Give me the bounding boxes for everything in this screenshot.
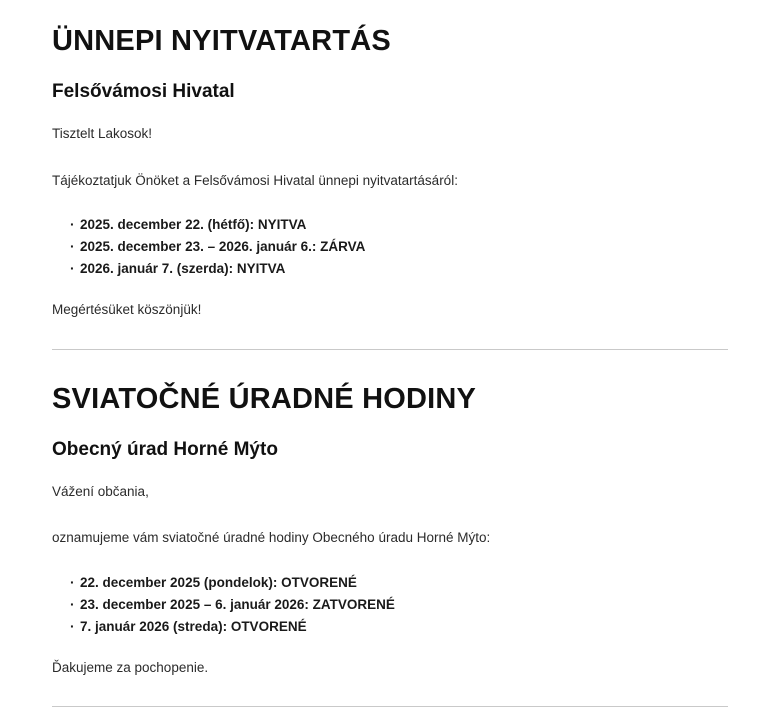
spacer: [52, 280, 728, 300]
greeting-slovak: Vážení občania,: [52, 483, 149, 499]
spacer: [52, 144, 728, 171]
spacer: [52, 320, 728, 349]
spacer: [52, 638, 728, 658]
closing-text-slovak: Ďakujeme za pochopenie.: [52, 659, 209, 675]
spacer: [52, 350, 728, 383]
opening-hours-list-hungarian: [52, 214, 728, 280]
page-title-slovak: SVIATOČNÉ ÚRADNÉ HODINY: [52, 382, 477, 415]
spacer: [52, 677, 728, 706]
intro-text-slovak: oznamujeme vám sviatočné úradné hodiny Obecného úradu Horné Mýto:: [52, 530, 491, 546]
spacer: [52, 190, 728, 214]
notice-section-slovak: [52, 383, 728, 678]
notice-section-hungarian: [52, 25, 728, 320]
list-item: · 22. december 2025 (pondelok): OTVORENÉ: [52, 572, 728, 594]
top-spacer: [52, 0, 728, 25]
spacer: [52, 104, 728, 124]
page-title-hungarian: ÜNNEPI NYITVATARTÁS: [52, 25, 391, 57]
list-item: · 2025. december 23. – 2026. január 6.: ZÁRVA: [52, 236, 728, 258]
office-name-hungarian: Felsővámosi Hivatal: [52, 81, 235, 103]
list-item: · 7. január 2026 (streda): OTVORENÉ: [52, 616, 728, 638]
intro-text-hungarian: Tájékoztatjuk Önöket a Felsővámosi Hivatal ünnepi nyitvatartásáról:: [52, 172, 458, 188]
list-item: · 23. december 2025 – 6. január 2026: ZATVORENÉ: [52, 594, 728, 616]
spacer: [52, 501, 728, 528]
list-item: · 2025. december 22. (hétfő): NYITVA: [52, 214, 728, 236]
spacer: [52, 415, 728, 439]
list-item: · 2026. január 7. (szerda): NYITVA: [52, 258, 728, 280]
spacer: [52, 57, 728, 81]
opening-hours-list-slovak: [52, 572, 728, 638]
spacer: [52, 462, 728, 482]
greeting-hungarian: Tisztelt Lakosok!: [52, 126, 153, 142]
closing-text-hungarian: Megértésüket köszönjük!: [52, 301, 202, 317]
spacer: [52, 548, 728, 572]
office-name-slovak: Obecný úrad Horné Mýto: [52, 439, 278, 460]
